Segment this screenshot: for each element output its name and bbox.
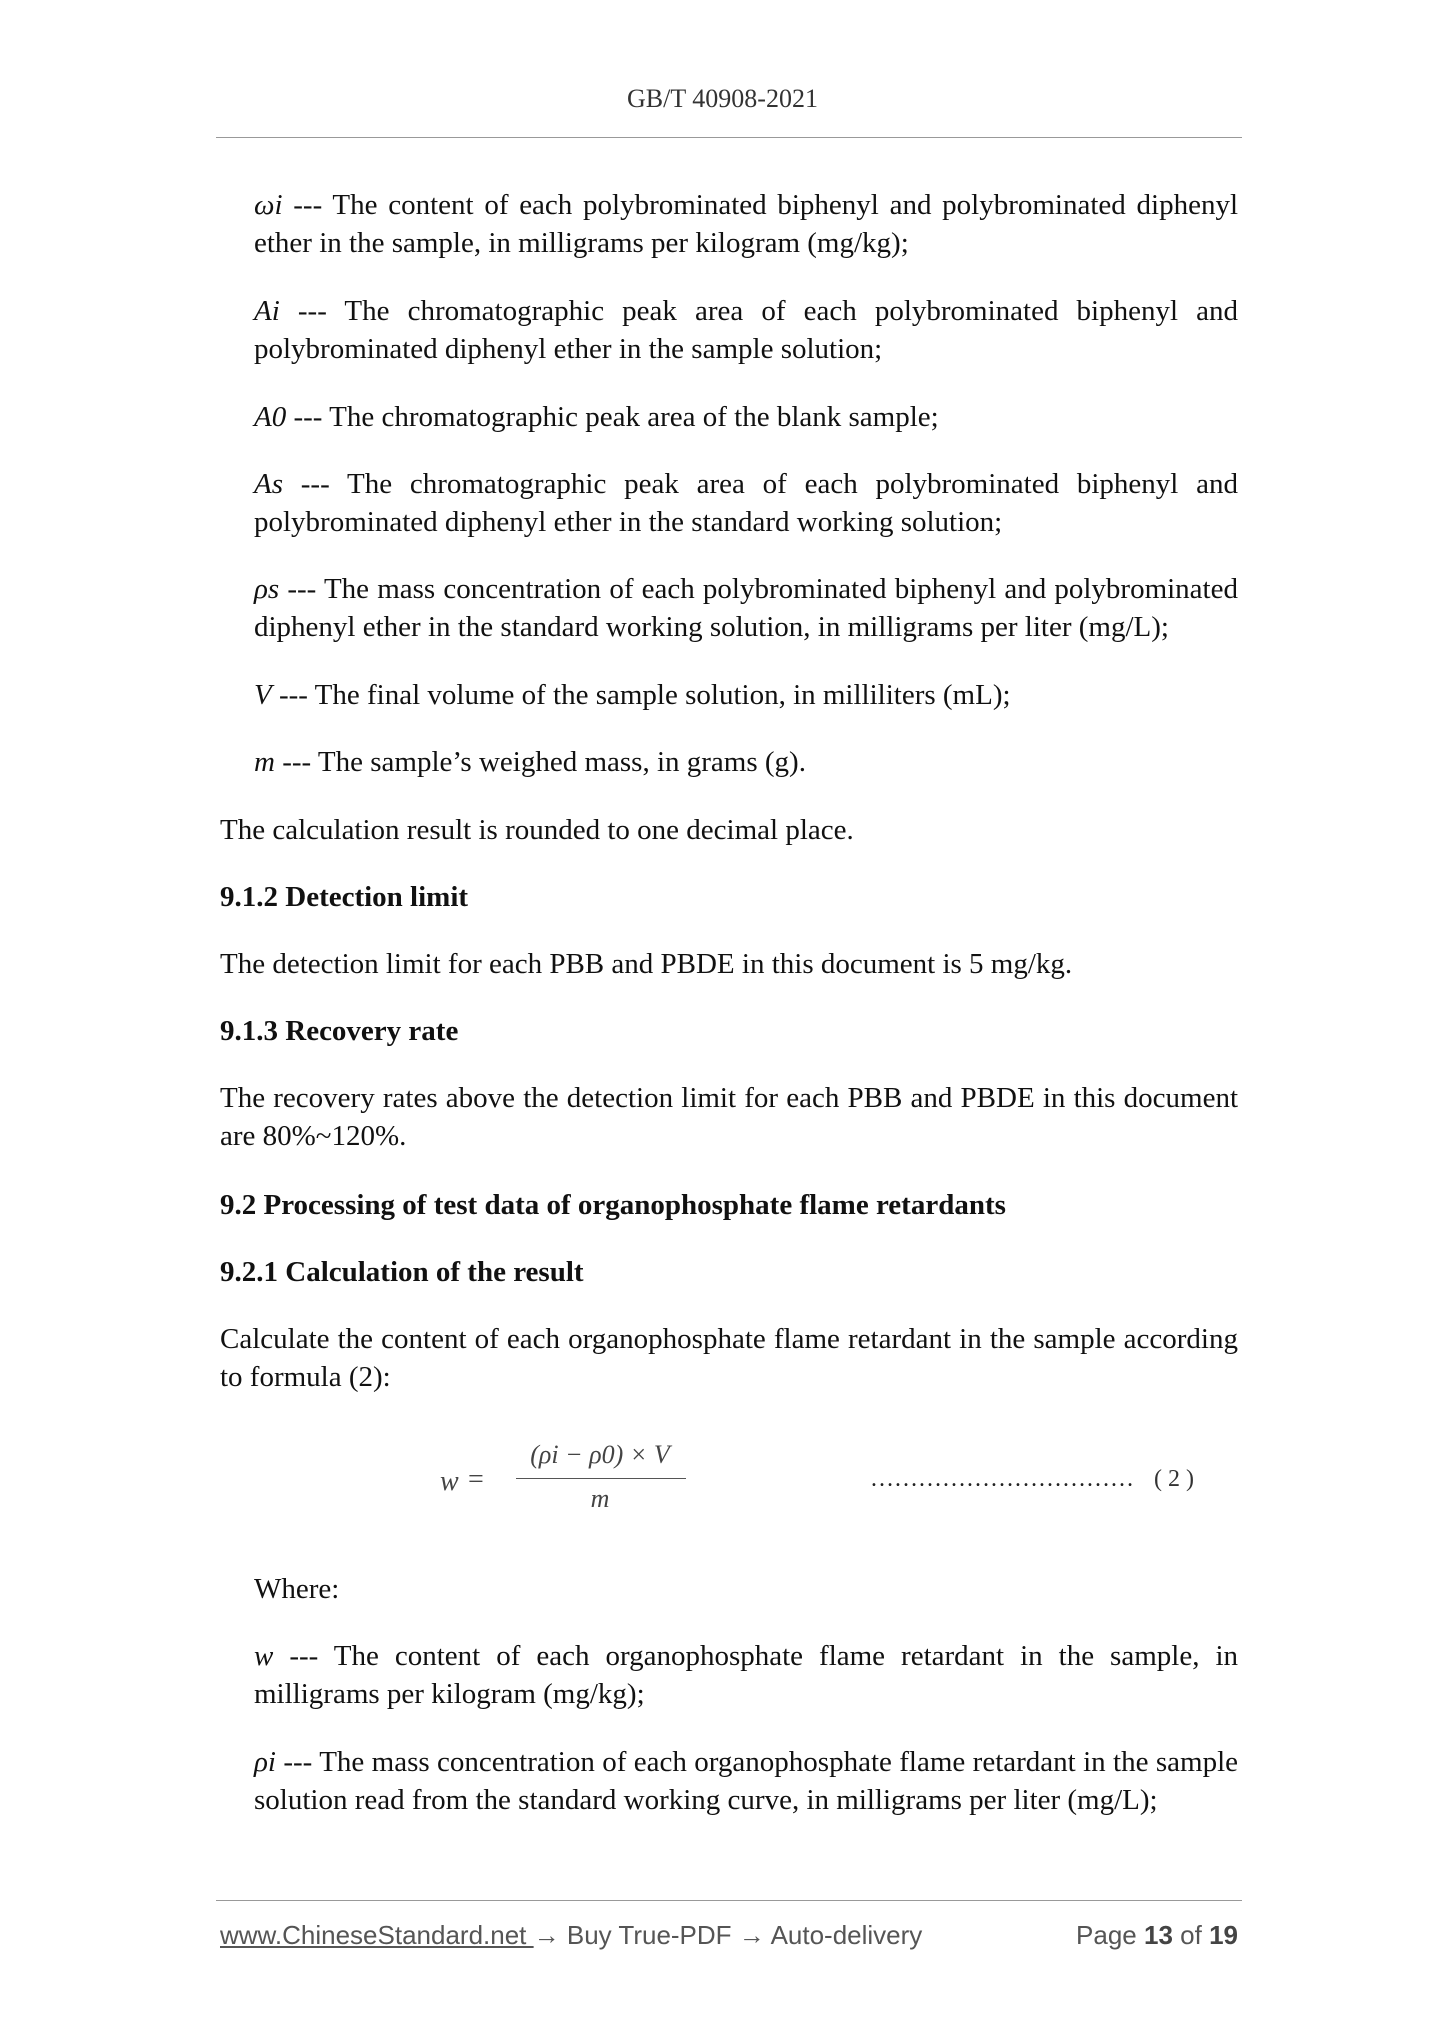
- definition-text: --- The content of each organophosphate flame retardant in the sample, in milligrams per kilogram (mg/kg);: [254, 1640, 1238, 1710]
- definition-symbol: A0: [254, 401, 287, 433]
- definition-w: [254, 1637, 1238, 1713]
- footer-links: [220, 1920, 922, 1951]
- definition-text: --- The sample’s weighed mass, in grams (g).: [274, 746, 806, 778]
- definition-text: --- The final volume of the sample solution, in milliliters (mL);: [271, 679, 1011, 711]
- detection-limit-text: The detection limit for each PBB and PBDE in this document is 5 mg/kg.: [220, 948, 1073, 980]
- section-heading-9-2: 9.2 Processing of test data of organophosphate flame retardants: [220, 1189, 1006, 1221]
- rounding-note: The calculation result is rounded to one decimal place.: [220, 814, 854, 846]
- formula-lhs: w: [440, 1466, 459, 1497]
- recovery-rate-text: The recovery rates above the detection limit for each PBB and PBDE in this document are 80%~120%.: [220, 1082, 1238, 1152]
- document-header: GB/T 40908-2021: [627, 84, 818, 113]
- site-link[interactable]: www.ChineseStandard.net: [220, 1920, 534, 1950]
- definition-text: --- The chromatographic peak area of the blank sample;: [286, 401, 939, 433]
- calculation-intro-text: Calculate the content of each organophosphate flame retardant in the sample according to formula (2):: [220, 1323, 1238, 1393]
- formula-denominator: m: [590, 1484, 610, 1513]
- formula-leader: ……………………………: [870, 1466, 1134, 1492]
- definition-m: [254, 743, 1238, 781]
- page-indicator: [1076, 1920, 1238, 1951]
- definition-text: --- The mass concentration of each organophosphate flame retardant in the sample solution read from the standard working curve, in milligrams per liter (mg/L);: [254, 1746, 1238, 1816]
- section-heading-9-1-2: 9.1.2 Detection limit: [220, 881, 469, 913]
- purchase-nav-text: → Buy True-PDF → Auto-delivery: [533, 1920, 923, 1950]
- definition-a-0: [254, 398, 1238, 436]
- definition-symbol: ρs: [254, 573, 280, 605]
- definition-text: --- The mass concentration of each polybrominated biphenyl and polybrominated diphenyl ether in the standard working solution, in milligrams per liter (mg/L);: [254, 573, 1238, 643]
- footer-divider: [216, 1900, 1242, 1901]
- definition-symbol: w: [254, 1640, 274, 1672]
- section-heading-9-2-1: 9.2.1 Calculation of the result: [220, 1256, 584, 1288]
- page-number: 13: [1144, 1920, 1173, 1950]
- definition-symbol: ωi: [254, 189, 283, 221]
- definition-a-s: [254, 465, 1238, 541]
- definition-symbol: V: [254, 679, 272, 711]
- section-heading-9-1-3: 9.1.3 Recovery rate: [220, 1015, 459, 1047]
- of-label: of: [1180, 1920, 1202, 1950]
- definition-omega-i: [254, 186, 1238, 262]
- page-label: Page: [1076, 1920, 1137, 1950]
- definition-text: --- The chromatographic peak area of each polybrominated biphenyl and polybrominated diphenyl ether in the standard working solution;: [254, 468, 1238, 538]
- page-total: 19: [1209, 1920, 1238, 1950]
- fraction-bar: [516, 1478, 686, 1479]
- formula-2: [440, 1440, 1240, 1520]
- header-divider: [216, 137, 1242, 138]
- definition-symbol: m: [254, 746, 275, 778]
- definition-symbol: Ai: [254, 295, 280, 327]
- where-label: Where:: [254, 1573, 340, 1605]
- definition-v: [254, 676, 1238, 714]
- definition-text: --- The content of each polybrominated biphenyl and polybrominated diphenyl ether in the sample, in milligrams per kilogram (mg/kg);: [254, 189, 1238, 259]
- formula-numerator: (ρi − ρ0) × V: [530, 1440, 670, 1469]
- definition-symbol: As: [254, 468, 283, 500]
- definition-text: --- The chromatographic peak area of each polybrominated biphenyl and polybrominated diphenyl ether in the sample solution;: [254, 295, 1238, 365]
- definition-symbol: ρi: [254, 1746, 276, 1778]
- page-footer: [220, 1920, 1238, 1956]
- definition-a-i: [254, 292, 1238, 368]
- definition-rho-s: [254, 570, 1238, 646]
- definition-rho-i: [254, 1743, 1238, 1819]
- formula-number: ( 2 ): [1154, 1466, 1194, 1492]
- formula-equals: =: [468, 1464, 484, 1495]
